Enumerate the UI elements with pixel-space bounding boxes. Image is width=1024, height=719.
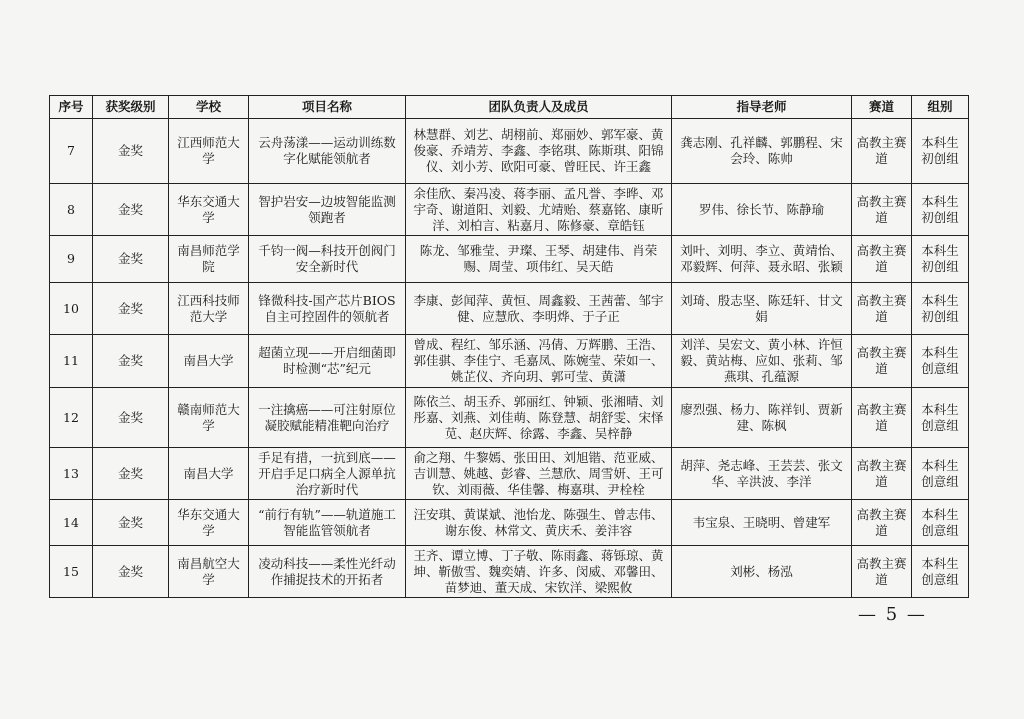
cell-members: 余佳欣、秦冯凌、蒋李丽、孟凡誉、李晔、邓宇奇、谢道阳、刘毅、尤靖贻、蔡嘉铭、康昕洋、刘柏言、粘嘉月、陈修豪、章皓钰 xyxy=(406,184,672,236)
cell-group: 本科生创意组 xyxy=(912,448,969,500)
table-row xyxy=(50,335,969,388)
cell-level: 金奖 xyxy=(93,546,169,598)
cell-members: 李康、彭闻萍、黄恒、周鑫毅、王茜蕾、邹宇健、应慧欣、李明烨、于子正 xyxy=(406,283,672,335)
cell-advisors: 韦宝泉、王晓明、曾建军 xyxy=(672,500,852,546)
table-row xyxy=(50,500,969,546)
cell-members: 林慧群、刘艺、胡栩前、郑丽妙、郭军豪、黄俊豪、乔靖芳、李鑫、李铭琪、陈斯琪、阳锦仪、刘小芳、欧阳可豪、曾旺民、许王鑫 xyxy=(406,119,672,184)
table-row xyxy=(50,388,969,448)
table-row xyxy=(50,184,969,236)
table-header-row xyxy=(50,96,969,119)
cell-school: 江西科技师范大学 xyxy=(169,283,249,335)
table-row xyxy=(50,448,969,500)
cell-group: 本科生创意组 xyxy=(912,546,969,598)
cell-school: 南昌师范学院 xyxy=(169,236,249,283)
cell-advisors: 刘琦、殷志坚、陈廷轩、甘文娟 xyxy=(672,283,852,335)
cell-advisors: 刘洋、吴宏文、黄小林、许恒毅、黄站梅、应如、张莉、邹燕琪、孔蕴源 xyxy=(672,335,852,388)
cell-track: 高教主赛道 xyxy=(852,388,912,448)
cell-group: 本科生创意组 xyxy=(912,335,969,388)
cell-members: 陈龙、邹雅莹、尹璨、王琴、胡建伟、肖荣赐、周莹、项伟红、吴天皓 xyxy=(406,236,672,283)
cell-members: 汪安琪、黄谋斌、池怡龙、陈强生、曾志伟、谢东俊、林常文、黄庆禾、姜沣容 xyxy=(406,500,672,546)
cell-school: 华东交通大学 xyxy=(169,500,249,546)
cell-no: 7 xyxy=(50,119,93,184)
cell-track: 高教主赛道 xyxy=(852,546,912,598)
cell-advisors: 廖烈强、杨力、陈祥钊、贾新建、陈枫 xyxy=(672,388,852,448)
cell-level: 金奖 xyxy=(93,500,169,546)
cell-track: 高教主赛道 xyxy=(852,184,912,236)
cell-school: 赣南师范大学 xyxy=(169,388,249,448)
cell-project: 超菌立现——开启细菌即时检测“芯”纪元 xyxy=(249,335,406,388)
cell-no: 14 xyxy=(50,500,93,546)
cell-advisors: 罗伟、徐长节、陈静瑜 xyxy=(672,184,852,236)
award-table xyxy=(49,95,969,598)
cell-members: 曾成、程红、邹乐涵、冯倩、万辉鹏、王浩、郭佳骐、李佳宁、毛嘉凤、陈婉莹、荣如一、姚芷仪、齐向玥、郭可莹、黄潇 xyxy=(406,335,672,388)
cell-track: 高教主赛道 xyxy=(852,283,912,335)
cell-project: 一注擒癌——可注射原位凝胶赋能精准靶向治疗 xyxy=(249,388,406,448)
cell-track: 高教主赛道 xyxy=(852,448,912,500)
cell-school: 南昌大学 xyxy=(169,335,249,388)
header-no: 序号 xyxy=(50,96,93,119)
cell-track: 高教主赛道 xyxy=(852,119,912,184)
table-row xyxy=(50,546,969,598)
header-group: 组别 xyxy=(912,96,969,119)
cell-level: 金奖 xyxy=(93,448,169,500)
cell-track: 高教主赛道 xyxy=(852,335,912,388)
cell-project: 手足有措，一抗到底——开启手足口病全人源单抗治疗新时代 xyxy=(249,448,406,500)
header-school: 学校 xyxy=(169,96,249,119)
cell-school: 江西师范大学 xyxy=(169,119,249,184)
cell-members: 陈依兰、胡玉乔、郭丽红、钟颖、张湘晴、刘彤嘉、刘燕、刘佳萌、陈登慧、胡舒雯、宋怿苋、赵庆辉、徐露、李鑫、吴梓静 xyxy=(406,388,672,448)
cell-level: 金奖 xyxy=(93,283,169,335)
header-members: 团队负责人及成员 xyxy=(406,96,672,119)
cell-group: 本科生创意组 xyxy=(912,388,969,448)
cell-project: 云舟荡漾——运动训练数字化赋能领航者 xyxy=(249,119,406,184)
cell-level: 金奖 xyxy=(93,236,169,283)
header-advisors: 指导老师 xyxy=(672,96,852,119)
cell-group: 本科生初创组 xyxy=(912,283,969,335)
cell-level: 金奖 xyxy=(93,335,169,388)
cell-school: 南昌大学 xyxy=(169,448,249,500)
header-track: 赛道 xyxy=(852,96,912,119)
header-level: 获奖级别 xyxy=(93,96,169,119)
cell-no: 11 xyxy=(50,335,93,388)
cell-no: 10 xyxy=(50,283,93,335)
cell-level: 金奖 xyxy=(93,119,169,184)
cell-members: 王齐、谭立博、丁子敬、陈雨鑫、蒋铄琼、黄坤、靳傲雪、魏奕婧、许多、闵威、邓馨田、苗梦迪、董天成、宋钦洋、梁熙攸 xyxy=(406,546,672,598)
cell-group: 本科生初创组 xyxy=(912,236,969,283)
cell-school: 南昌航空大学 xyxy=(169,546,249,598)
cell-project: 千钧一阀—科技开创阀门安全新时代 xyxy=(249,236,406,283)
cell-project: “前行有轨”——轨道施工智能监管领航者 xyxy=(249,500,406,546)
cell-school: 华东交通大学 xyxy=(169,184,249,236)
cell-group: 本科生初创组 xyxy=(912,119,969,184)
cell-advisors: 刘叶、刘明、李立、黄靖怡、邓毅辉、何萍、聂永昭、张颖 xyxy=(672,236,852,283)
cell-track: 高教主赛道 xyxy=(852,500,912,546)
cell-advisors: 胡萍、尧志峰、王芸芸、张文华、辛洪波、李洋 xyxy=(672,448,852,500)
cell-project: 凌动科技——柔性光纤动作捕捉技术的开拓者 xyxy=(249,546,406,598)
table-row xyxy=(50,119,969,184)
table-row xyxy=(50,236,969,283)
cell-no: 12 xyxy=(50,388,93,448)
cell-no: 13 xyxy=(50,448,93,500)
cell-level: 金奖 xyxy=(93,388,169,448)
cell-level: 金奖 xyxy=(93,184,169,236)
page-number: — 5 — xyxy=(858,604,927,625)
cell-no: 15 xyxy=(50,546,93,598)
cell-no: 8 xyxy=(50,184,93,236)
cell-members: 俞之翔、牛黎嫣、张田田、刘旭锴、范亚威、吉训慧、姚越、彭睿、兰慧欣、周雪妍、王可钦、刘雨薇、华佳馨、梅嘉琪、尹栓栓 xyxy=(406,448,672,500)
cell-project: 智护岩安—边坡智能监测领跑者 xyxy=(249,184,406,236)
cell-group: 本科生创意组 xyxy=(912,500,969,546)
cell-track: 高教主赛道 xyxy=(852,236,912,283)
cell-advisors: 龚志刚、孔祥麟、郭鹏程、宋会玲、陈帅 xyxy=(672,119,852,184)
cell-advisors: 刘彬、杨泓 xyxy=(672,546,852,598)
cell-group: 本科生初创组 xyxy=(912,184,969,236)
table-row xyxy=(50,283,969,335)
cell-project: 锋微科技-国产芯片BIOS自主可控固件的领航者 xyxy=(249,283,406,335)
header-project: 项目名称 xyxy=(249,96,406,119)
cell-no: 9 xyxy=(50,236,93,283)
